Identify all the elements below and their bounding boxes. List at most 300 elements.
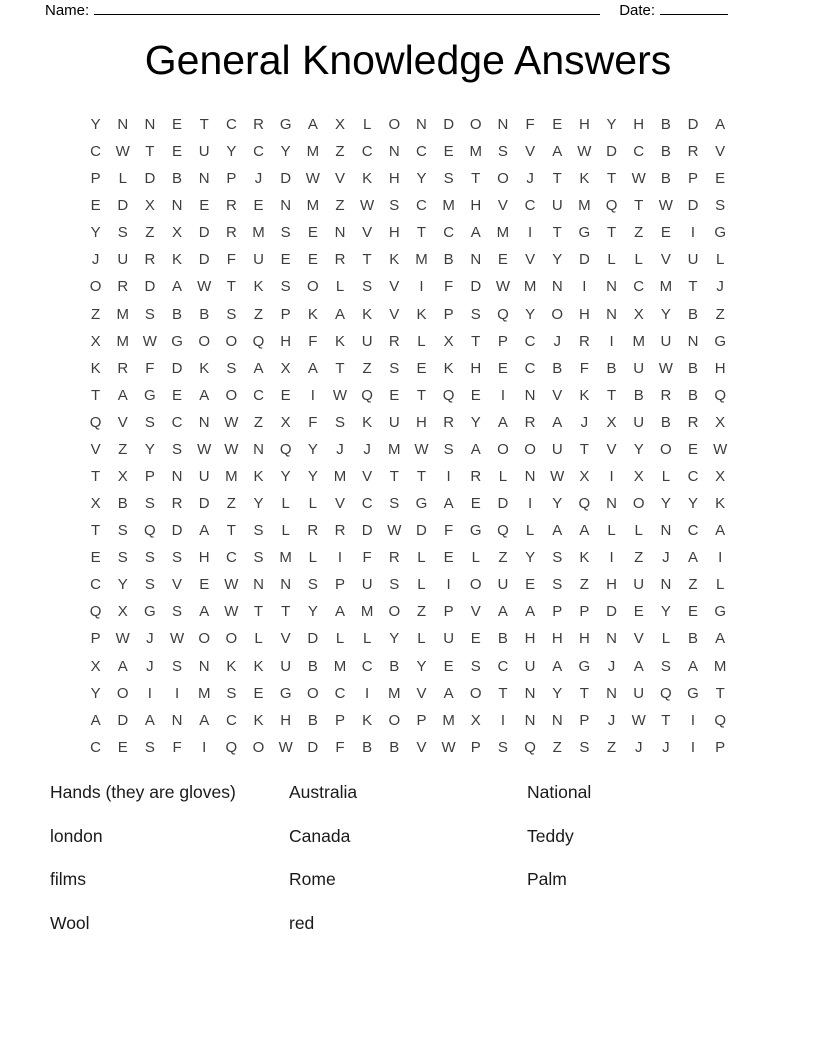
word-list: [50, 771, 591, 946]
grid-letter: L: [716, 576, 725, 594]
grid-letter: Z: [253, 413, 264, 431]
grid-letter: X: [334, 116, 345, 133]
grid-letter: U: [253, 251, 264, 269]
word-list-column: [289, 771, 527, 946]
grid-letter: V: [389, 305, 400, 323]
grid-letter: Q: [524, 738, 536, 756]
grid-letter: H: [714, 359, 726, 377]
grid-letter: T: [90, 522, 101, 540]
grid-letter: S: [226, 305, 237, 323]
grid-letter: B: [443, 251, 454, 269]
grid-letter: G: [144, 603, 156, 621]
grid-letter: B: [172, 305, 183, 323]
grid-letter: U: [198, 143, 210, 161]
grid-letter: C: [361, 143, 373, 161]
grid-letter: K: [253, 278, 264, 296]
grid-letter: L: [661, 468, 671, 486]
grid-letter: U: [551, 197, 563, 215]
grid-letter: Y: [307, 440, 318, 458]
grid-letter: Y: [633, 440, 644, 458]
grid-letter: J: [607, 711, 616, 729]
grid-letter: A: [334, 305, 345, 323]
grid-letter: W: [550, 468, 565, 486]
grid-letter: V: [117, 413, 128, 431]
grid-letter: X: [715, 468, 726, 486]
grid-letter: M: [333, 657, 347, 675]
grid-letter: E: [90, 549, 101, 567]
grid-letter: N: [280, 576, 292, 594]
grid-letter: K: [362, 305, 373, 323]
grid-letter: P: [334, 711, 345, 729]
grid-letter: E: [199, 197, 210, 215]
word-list-item: Palm: [527, 869, 567, 890]
grid-letter: O: [388, 603, 401, 621]
grid-letter: T: [498, 684, 508, 702]
grid-letter: W: [305, 170, 320, 188]
grid-letter: O: [89, 278, 102, 296]
grid-letter: E: [443, 549, 454, 567]
grid-letter: J: [662, 549, 670, 567]
grid-letter: L: [118, 170, 127, 188]
grid-letter: A: [688, 549, 699, 567]
grid-letter: T: [199, 116, 209, 133]
grid-letter: S: [389, 495, 400, 513]
grid-letter: F: [444, 522, 454, 540]
grid-letter: T: [90, 386, 101, 404]
grid-letter: A: [117, 657, 128, 675]
grid-letter: X: [144, 197, 155, 215]
word-list-item: National: [527, 782, 592, 802]
word-list-item: Canada: [289, 825, 351, 846]
grid-letter: T: [688, 278, 698, 296]
grid-letter: W: [360, 197, 375, 215]
grid-letter: R: [524, 413, 536, 431]
grid-letter: M: [388, 440, 401, 458]
grid-letter: V: [416, 684, 427, 702]
grid-letter: B: [688, 386, 699, 404]
grid-letter: C: [687, 468, 699, 486]
grid-letter: Y: [280, 143, 291, 161]
grid-letter: E: [443, 657, 454, 675]
grid-letter: L: [417, 576, 426, 594]
grid-letter: J: [662, 738, 670, 756]
grid-letter: Q: [714, 386, 726, 404]
grid-letter: X: [715, 413, 726, 431]
grid-letter: J: [607, 657, 616, 675]
grid-letter: G: [578, 224, 591, 242]
grid-letter: S: [253, 549, 264, 567]
grid-letter: R: [171, 495, 183, 513]
grid-letter: P: [497, 332, 508, 350]
grid-letter: D: [198, 495, 210, 513]
grid-letter: E: [280, 251, 291, 269]
grid-letter: V: [525, 143, 536, 161]
grid-letter: W: [658, 359, 673, 377]
grid-letter: K: [389, 251, 400, 269]
grid-letter: I: [609, 549, 614, 567]
grid-letter: U: [361, 576, 373, 594]
grid-letter: F: [308, 413, 318, 431]
grid-letter: M: [496, 224, 510, 242]
grid-letter: C: [687, 522, 699, 540]
grid-letter: R: [388, 332, 400, 350]
grid-letter: J: [336, 440, 344, 458]
grid-letter: Z: [634, 549, 644, 567]
grid-letter: B: [660, 413, 671, 431]
grid-letter: Z: [118, 440, 128, 458]
grid-letter: L: [417, 332, 426, 350]
grid-letter: S: [552, 576, 563, 594]
grid-letter: A: [525, 603, 536, 621]
grid-letter: V: [280, 630, 291, 648]
grid-letter: H: [470, 197, 482, 215]
grid-letter: O: [524, 440, 536, 458]
grid-letter: R: [334, 251, 346, 269]
grid-letter: K: [199, 359, 210, 377]
grid-letter: E: [199, 576, 210, 594]
word-list-column: [527, 771, 591, 946]
grid-letter: I: [690, 711, 696, 729]
grid-letter: A: [199, 522, 210, 540]
grid-letter: W: [495, 278, 510, 296]
grid-letter: A: [199, 386, 210, 404]
word-list-item: Hands (they are gloves): [50, 782, 236, 802]
grid-letter: G: [714, 224, 726, 242]
grid-letter: Y: [307, 468, 318, 486]
grid-letter: W: [631, 170, 646, 188]
grid-letter: B: [199, 305, 210, 323]
grid-letter: W: [278, 738, 293, 756]
grid-letter: B: [497, 630, 508, 648]
grid-letter: M: [578, 197, 591, 215]
grid-letter: V: [497, 197, 508, 215]
grid-letter: J: [634, 738, 643, 756]
grid-letter: K: [253, 468, 264, 486]
grid-letter: E: [470, 495, 481, 513]
grid-letter: N: [551, 278, 563, 296]
grid-letter: J: [716, 278, 724, 296]
grid-letter: L: [525, 522, 535, 540]
grid-letter: S: [443, 170, 454, 188]
grid-letter: C: [253, 386, 264, 404]
grid-letter: E: [443, 143, 454, 161]
grid-letter: Y: [416, 170, 427, 188]
grid-letter: W: [387, 522, 402, 540]
grid-letter: P: [226, 170, 237, 188]
grid-letter: K: [253, 657, 264, 675]
grid-letter: I: [202, 738, 207, 756]
grid-letter: T: [606, 386, 617, 404]
grid-letter: B: [307, 657, 318, 675]
grid-letter: N: [606, 495, 617, 513]
grid-letter: N: [687, 332, 699, 350]
grid-letter: H: [388, 170, 400, 188]
grid-letter: W: [658, 197, 673, 215]
grid-letter: H: [578, 116, 590, 133]
grid-letter: E: [389, 386, 400, 404]
grid-letter: A: [470, 440, 481, 458]
grid-letter: B: [117, 495, 128, 513]
grid-letter: W: [169, 630, 185, 648]
grid-letter: I: [337, 549, 343, 567]
grid-letter: T: [715, 684, 725, 702]
grid-letter: B: [552, 359, 563, 377]
grid-letter: A: [715, 630, 726, 648]
grid-letter: L: [362, 630, 372, 648]
grid-letter: D: [117, 711, 129, 729]
grid-letter: U: [117, 251, 129, 269]
grid-letter: C: [416, 143, 427, 161]
grid-letter: N: [524, 386, 536, 404]
grid-letter: Q: [660, 684, 672, 702]
grid-letter: N: [606, 630, 617, 648]
grid-letter: U: [633, 359, 645, 377]
grid-letter: T: [389, 468, 399, 486]
grid-letter: A: [497, 603, 508, 621]
grid-letter: E: [470, 386, 481, 404]
grid-letter: M: [306, 197, 320, 215]
grid-letter: O: [497, 170, 509, 188]
grid-letter: E: [715, 170, 726, 188]
grid-letter: M: [279, 549, 292, 567]
grid-letter: W: [197, 278, 212, 296]
grid-letter: S: [552, 549, 563, 567]
grid-letter: I: [174, 684, 180, 702]
grid-letter: J: [146, 630, 154, 648]
grid-letter: V: [172, 576, 183, 594]
grid-letter: T: [416, 224, 427, 242]
grid-letter: K: [307, 305, 318, 323]
grid-letter: R: [144, 251, 156, 269]
grid-letter: L: [498, 468, 508, 486]
grid-letter: Q: [279, 440, 292, 458]
grid-letter: A: [470, 224, 481, 242]
grid-letter: A: [253, 359, 264, 377]
grid-letter: L: [417, 549, 426, 567]
word-search-grid: [82, 111, 734, 761]
grid-letter: N: [334, 224, 346, 242]
grid-letter: B: [362, 738, 373, 756]
grid-letter: Z: [579, 576, 589, 594]
grid-letter: W: [577, 143, 592, 161]
grid-letter: G: [279, 116, 292, 133]
grid-letter: X: [90, 332, 101, 350]
grid-letter: Q: [225, 738, 238, 756]
grid-letter: C: [524, 359, 536, 377]
grid-letter: Y: [688, 495, 699, 513]
grid-letter: F: [579, 359, 589, 377]
grid-letter: M: [116, 305, 129, 323]
grid-letter: N: [497, 116, 509, 133]
grid-letter: M: [197, 684, 211, 702]
grid-letter: O: [198, 332, 211, 350]
grid-letter: I: [527, 495, 533, 513]
grid-letter: Y: [660, 305, 671, 323]
grid-letter: D: [144, 278, 156, 296]
grid-letter: D: [307, 630, 319, 648]
grid-letter: E: [253, 684, 264, 702]
grid-letter: P: [579, 711, 590, 729]
grid-letter: O: [252, 738, 265, 756]
grid-letter: O: [225, 630, 238, 648]
grid-letter: I: [365, 684, 370, 702]
grid-letter: S: [144, 305, 155, 323]
grid-letter: E: [497, 359, 508, 377]
grid-letter: M: [306, 143, 320, 161]
grid-letter: O: [388, 711, 401, 729]
grid-letter: C: [633, 143, 645, 161]
grid-letter: Q: [252, 332, 265, 350]
grid-letter: E: [117, 738, 128, 756]
grid-letter: X: [117, 603, 128, 621]
grid-letter: T: [335, 359, 345, 377]
grid-letter: U: [551, 440, 563, 458]
grid-letter: N: [606, 305, 617, 323]
grid-letter: W: [197, 440, 212, 458]
grid-letter: G: [687, 684, 699, 702]
grid-letter: M: [333, 468, 347, 486]
grid-letter: L: [335, 278, 345, 296]
grid-letter: M: [225, 468, 238, 486]
grid-letter: A: [552, 522, 563, 540]
grid-letter: U: [633, 684, 645, 702]
grid-letter: E: [172, 143, 183, 161]
grid-letter: D: [443, 116, 455, 133]
grid-letter: S: [389, 576, 400, 594]
grid-letter: J: [91, 251, 100, 269]
grid-letter: W: [224, 603, 239, 621]
grid-letter: I: [718, 549, 723, 567]
grid-letter: F: [145, 359, 155, 377]
grid-letter: E: [307, 251, 318, 269]
grid-letter: Y: [416, 657, 427, 675]
grid-letter: O: [306, 278, 319, 296]
grid-letter: F: [335, 738, 345, 756]
grid-letter: T: [579, 684, 589, 702]
grid-letter: Z: [145, 224, 155, 242]
grid-letter: Q: [497, 305, 509, 323]
grid-letter: F: [362, 549, 372, 567]
grid-letter: P: [715, 738, 726, 756]
grid-letter: Z: [634, 224, 644, 242]
grid-letter: M: [523, 278, 537, 296]
grid-letter: Z: [498, 549, 508, 567]
grid-letter: H: [280, 332, 292, 350]
grid-letter: S: [470, 305, 481, 323]
grid-letter: N: [171, 197, 183, 215]
grid-letter: F: [226, 251, 236, 269]
grid-letter: P: [416, 711, 427, 729]
grid-letter: P: [443, 305, 454, 323]
date-label: Date:: [619, 2, 656, 19]
grid-letter: K: [253, 711, 264, 729]
grid-letter: W: [115, 143, 130, 161]
grid-letter: X: [90, 657, 101, 675]
grid-letter: I: [446, 576, 451, 594]
grid-letter: S: [226, 684, 237, 702]
grid-letter: C: [334, 684, 346, 702]
word-list-column: [50, 771, 289, 946]
grid-letter: H: [606, 576, 617, 594]
grid-letter: C: [361, 495, 373, 513]
grid-letter: K: [416, 305, 427, 323]
grid-letter: H: [280, 711, 292, 729]
grid-letter: T: [362, 251, 372, 269]
grid-letter: N: [660, 576, 672, 594]
grid-letter: H: [633, 116, 645, 133]
grid-letter: K: [579, 170, 590, 188]
grid-letter: M: [632, 332, 645, 350]
grid-letter: F: [172, 738, 182, 756]
grid-letter: Y: [606, 116, 617, 133]
grid-letter: V: [334, 495, 345, 513]
grid-letter: W: [332, 386, 348, 404]
grid-letter: L: [362, 116, 372, 133]
grid-letter: C: [90, 143, 101, 161]
grid-letter: E: [307, 224, 318, 242]
grid-letter: O: [198, 630, 211, 648]
grid-letter: G: [171, 332, 183, 350]
grid-letter: X: [579, 468, 590, 486]
grid-letter: H: [388, 224, 400, 242]
grid-letter: K: [579, 386, 590, 404]
grid-letter: G: [144, 386, 156, 404]
grid-letter: M: [442, 711, 455, 729]
grid-letter: O: [497, 440, 509, 458]
grid-letter: Q: [144, 522, 156, 540]
grid-letter: Q: [605, 197, 618, 215]
date-blank-line: [660, 1, 728, 15]
grid-letter: P: [280, 305, 291, 323]
grid-letter: B: [172, 170, 183, 188]
grid-letter: L: [634, 251, 643, 269]
grid-letter: V: [362, 468, 373, 486]
grid-letter: B: [633, 386, 644, 404]
grid-letter: B: [660, 143, 671, 161]
grid-letter: Y: [117, 576, 128, 594]
grid-letter: A: [443, 495, 454, 513]
grid-letter: Z: [715, 305, 725, 323]
grid-letter: H: [551, 630, 563, 648]
grid-letter: K: [443, 359, 454, 377]
grid-letter: O: [469, 684, 482, 702]
grid-letter: D: [361, 522, 373, 540]
grid-letter: O: [225, 332, 238, 350]
grid-letter: D: [470, 278, 482, 296]
grid-letter: S: [144, 549, 155, 567]
grid-letter: N: [606, 278, 617, 296]
grid-letter: S: [144, 738, 155, 756]
grid-letter: W: [224, 440, 239, 458]
grid-letter: X: [117, 468, 128, 486]
grid-letter: N: [253, 576, 264, 594]
grid-letter: Y: [90, 116, 101, 133]
grid-letter: K: [226, 657, 237, 675]
grid-letter: E: [688, 440, 699, 458]
grid-letter: O: [388, 116, 401, 133]
grid-letter: H: [470, 359, 482, 377]
grid-letter: B: [688, 359, 699, 377]
grid-letter: T: [281, 603, 291, 621]
grid-letter: Y: [552, 251, 563, 269]
grid-letter: F: [444, 278, 454, 296]
word-list-item: Rome: [289, 869, 336, 890]
grid-letter: T: [226, 522, 236, 540]
grid-letter: V: [715, 143, 726, 161]
grid-letter: Y: [280, 468, 291, 486]
grid-letter: K: [362, 413, 373, 431]
grid-letter: Y: [226, 143, 237, 161]
